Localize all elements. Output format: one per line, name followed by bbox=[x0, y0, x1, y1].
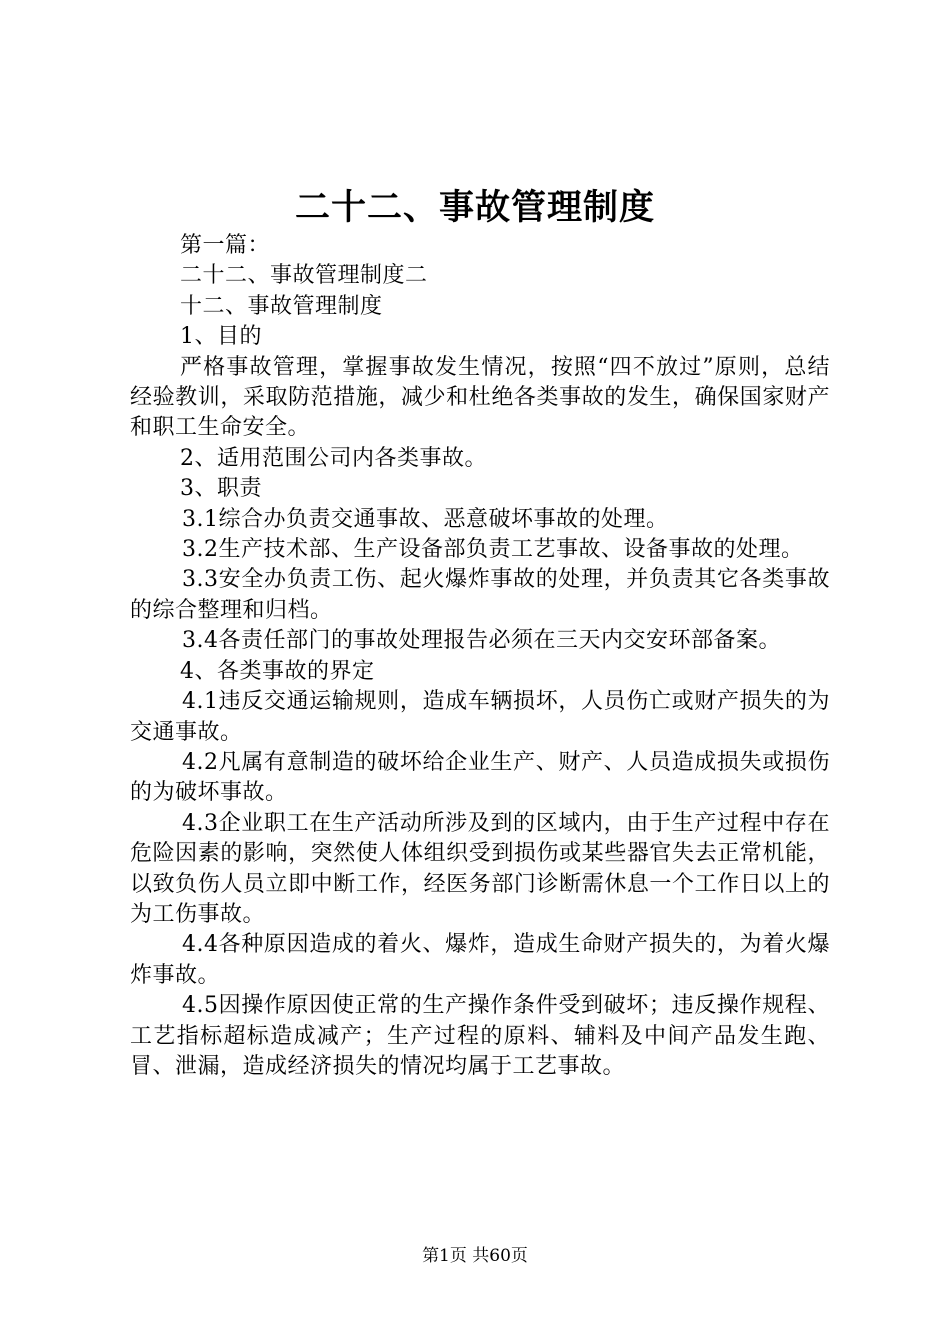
paragraph: 3.2生产技术部、生产设备部负责工艺事故、设备事故的处理。 bbox=[182, 537, 804, 563]
paragraph: 3.1综合办负责交通事故、恶意破坏事故的处理。 bbox=[182, 506, 669, 532]
paragraph: 4.3企业职工在生产活动所涉及到的区域内，由于生产过程中存在危险因素的影响，突然使人体组织受到损伤或某些器官失去正常机能，以致负伤人员立即中断工作，经医务部门诊断需休息一个工作日以上的为工伤事故。 bbox=[130, 810, 830, 927]
page-number-footer: 第1页 共60页 bbox=[422, 1246, 528, 1266]
paragraph: 4.2凡属有意制造的破坏给企业生产、财产、人员造成损失或损伤的为破坏事故。 bbox=[130, 749, 830, 806]
paragraph: 3.3安全办负责工伤、起火爆炸事故的处理，并负责其它各类事故的综合整理和归档。 bbox=[130, 567, 830, 623]
document-body bbox=[130, 231, 830, 1082]
paragraph: 第一篇： bbox=[180, 233, 271, 258]
paragraph: 4.1违反交通运输规则，造成车辆损坏，人员伤亡或财产损失的为交通事故。 bbox=[130, 689, 830, 745]
paragraph: 3.4各责任部门的事故处理报告必须在三天内交安环部备案。 bbox=[182, 628, 781, 654]
paragraph: 严格事故管理，掌握事故发生情况，按照“四不放过”原则，总结经验教训，采取防范措施，减少和杜绝各类事故的发生，确保国家财产和职工生命安全。 bbox=[130, 354, 830, 441]
paragraph: 2、适用范围公司内各类事故。 bbox=[180, 445, 487, 471]
paragraph: 4.5因操作原因使正常的生产操作条件受到破坏；违反操作规程、工艺指标超标造成减产；生产过程的原料、辅料及中间产品发生跑、冒、泄漏，造成经济损失的情况均属于工艺事故。 bbox=[130, 993, 830, 1079]
paragraph: 4、各类事故的界定 bbox=[180, 658, 375, 684]
paragraph: 二十二、事故管理制度二 bbox=[180, 263, 428, 289]
paragraph: 3、职责 bbox=[180, 476, 262, 502]
paragraph: 十二、事故管理制度 bbox=[180, 293, 383, 319]
paragraph: 1、目的 bbox=[180, 324, 262, 350]
document-title: 二十二、事故管理制度 bbox=[294, 187, 655, 228]
paragraph: 4.4各种原因造成的着火、爆炸，造成生命财产损失的，为着火爆炸事故。 bbox=[130, 932, 830, 988]
